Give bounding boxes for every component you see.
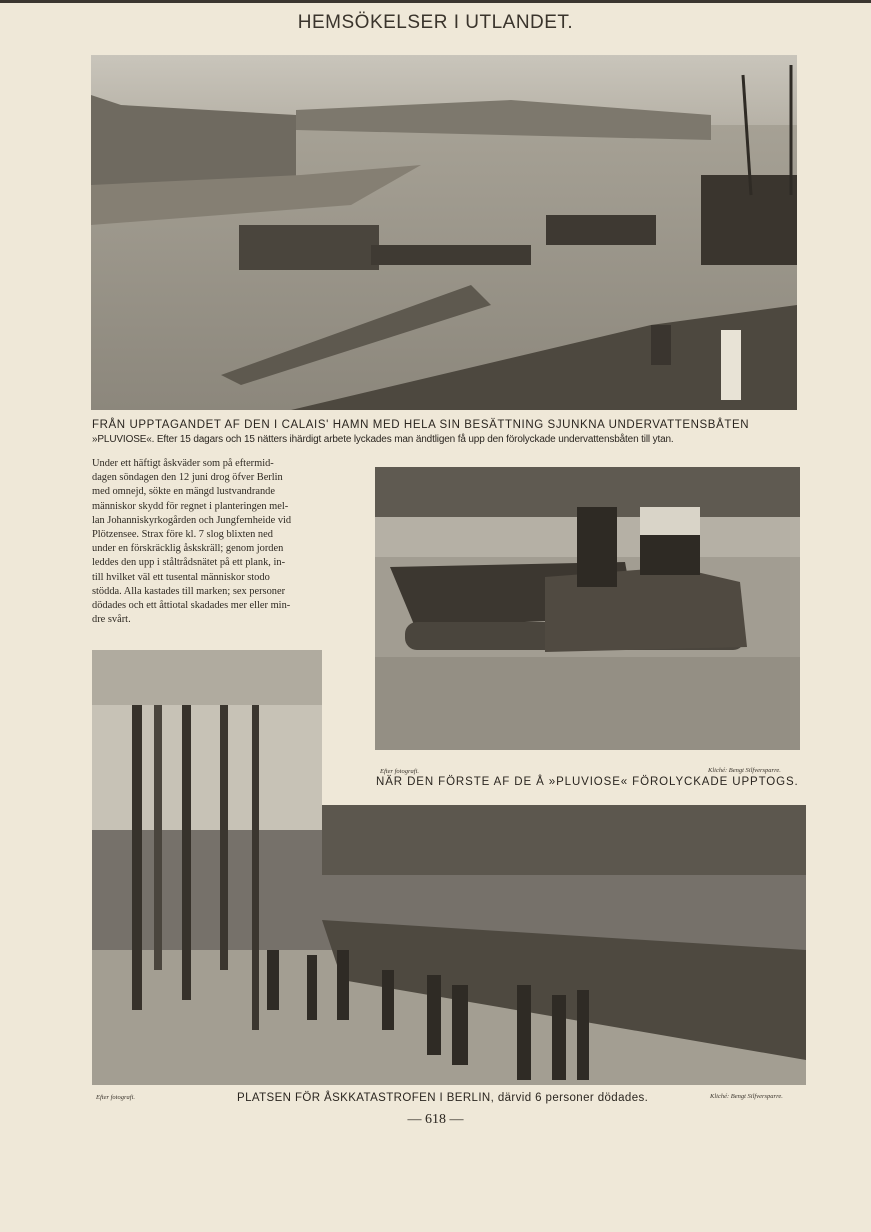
figure-2-credit-right: Kliché: Bengt Silfversparre. — [708, 767, 781, 774]
running-head: HEMSÖKELSER I UTLANDET. — [297, 12, 574, 33]
figure-3-caption-title: PLATSEN FÖR ÅSKKATASTROFEN I BERLIN, därvid 6 personer dödades. — [237, 1092, 649, 1104]
article-line: under en förskräcklig åskskräll; genom jorden — [92, 543, 284, 555]
page-number: — 618 — — [407, 1112, 464, 1127]
figure-3-credit-left: Efter fotografi. — [96, 1094, 135, 1101]
figure-2-caption-title: NÄR DEN FÖRSTE AF DE Å »PLUVIOSE« FÖROLYCKADE UPPTOGS. — [376, 776, 799, 788]
article-line: till hvilket väl ett tusental människor stodo — [92, 571, 270, 583]
figure-3-credit-right: Kliché: Bengt Silfversparre. — [710, 1093, 783, 1100]
figure-1-caption-title: FRÅN UPPTAGANDET AF DEN I CALAIS' HAMN MED HELA SIN BESÄTTNING SJUNKNA UNDERVATTENSBÅTEN — [92, 419, 750, 431]
article-line: med omnejd, sökte en mängd lustvandrande — [92, 486, 275, 498]
top-edge — [0, 0, 871, 3]
article-line: stödda. Alla kastades till marken; sex personer — [92, 585, 286, 597]
figure-2-credit-left: Efter fotografi. — [380, 768, 419, 775]
article-line: dödades och ett åttiotal skadades mer eller min- — [92, 600, 291, 612]
article-line: lan Johanniskyrkogården och Jungfernheide vid — [92, 514, 292, 526]
article-line: dagen söndagen den 12 juni drog öfver Berlin — [92, 472, 283, 484]
figure-1-caption-text: »PLUVIOSE«. Efter 15 dagars och 15 nätters ihärdigt arbete lyckades man ändtligen få upp den förolyckade undervattensbåten till ytan. — [92, 434, 674, 445]
article-line: Under ett häftigt åskväder som på eftermid- — [92, 458, 274, 469]
article-line: Plötzensee. Strax före kl. 7 slog blixten ned — [92, 529, 273, 541]
photo-berlin-park — [92, 650, 806, 1085]
photo-calais-harbour — [91, 55, 797, 410]
article-line: människor skydd för regnet i planteringen mel- — [92, 500, 289, 512]
article-line: leddes den upp i ståltrådsnätet på ett plank, in- — [92, 557, 286, 569]
article-line: dre svårt. — [92, 614, 131, 626]
article-text — [92, 457, 354, 627]
